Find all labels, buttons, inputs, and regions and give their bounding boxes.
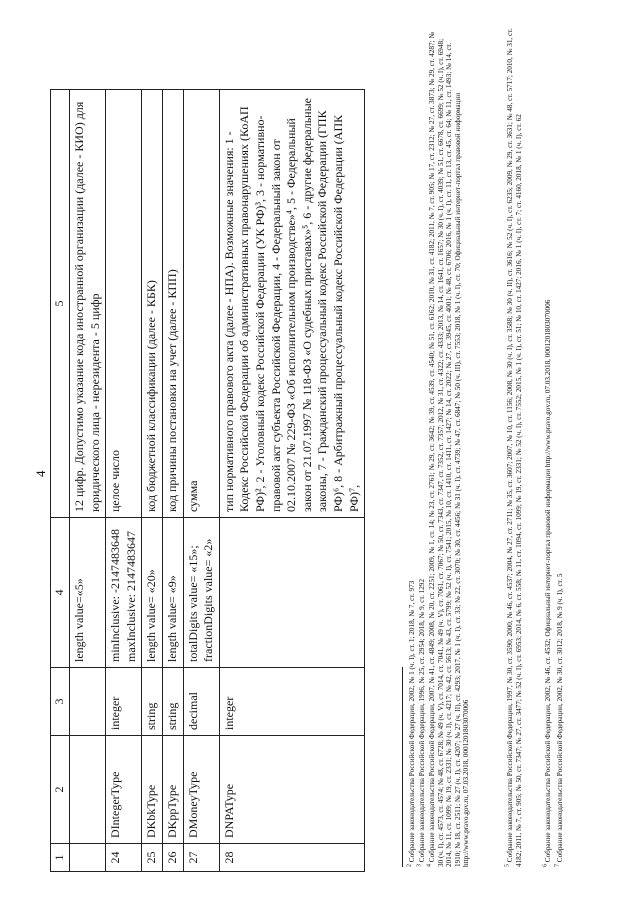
cell-restriction: length value= «20» (142, 518, 163, 668)
cell-base-type: decimal (183, 668, 219, 736)
cell-type-name: DMoneyType (183, 736, 219, 844)
footnote-separator (402, 667, 403, 867)
table-row (219, 90, 364, 872)
cell-number: 25 (142, 844, 163, 872)
footnote-text: Собрание законодательства Российской Федерации, 1996, № 25, ст. 2954; 2018, № 9, ст. 1292 (418, 578, 426, 863)
cell-restriction: length value= «9» (162, 518, 183, 668)
cell-description: код причины постановки на учет (далее - КПП) (162, 90, 183, 518)
document-page (30, 22, 620, 897)
cell-base-type (70, 668, 106, 736)
footnote-mark: 3 (416, 864, 423, 867)
footnote (428, 27, 471, 867)
footnote-text: Собрание законодательства Российской Федерации, 2002, № 46, ст. 4532; Официальный интернет-портал правовой информации http://www.pravo.gov.ru, 07.03.2018, 0001201803070006 (544, 299, 552, 863)
footnote (506, 27, 523, 867)
cell-number: 24 (106, 844, 142, 872)
header-cell: 4 (51, 518, 70, 668)
cell-number: 28 (219, 844, 364, 872)
header-row (51, 90, 70, 872)
header-cell: 2 (51, 736, 70, 844)
table-row (183, 90, 219, 872)
cell-type-name: DKbkType (142, 736, 163, 844)
footnote (408, 27, 417, 867)
footnote-mark: 5 (504, 864, 511, 867)
cell-type-name: DKppType (162, 736, 183, 844)
header-cell: 3 (51, 668, 70, 736)
cell-restriction: totalDigits value= «15»; fractionDigits value= «2» (183, 518, 219, 668)
footnote-mark: 6 (542, 864, 549, 867)
footnote-mark: 7 (554, 864, 561, 867)
cell-description: 12 цифр. Допустимо указание кода иностранной организации (далее - КИО) для юридического лица - нерезидента - 5 цифр (70, 90, 106, 518)
table-row (162, 90, 183, 872)
cell-base-type: string (142, 668, 163, 736)
cell-number: 26 (162, 844, 183, 872)
cell-base-type: integer (106, 668, 142, 736)
cell-description: целое число (106, 90, 142, 518)
table-row (142, 90, 163, 872)
footnote-mark: 2 (406, 864, 413, 867)
cell-description: тип нормативного правового акта (далее - НПА). Возможные значения: 1 - Кодекс Российской Федерации об административных правонарушениях (КоАП РФ)², 2 - Уголовный кодекс Российской Федерации (УК РФ)³, 3 - нормативно-правовой акт субъекта Российской Федерации, 4 - Федеральный закон от 02.10.2007 № 229-ФЗ «Об исполнительном производстве»⁴, 5 - Федеральный закон от 21.07.1997 № 118-ФЗ «О судебных приставах»⁵, 6 - другие федеральные законы, 7 - Гражданский процессуальный кодекс Российской Федерации (ГПК РФ)⁶, 8 - Арбитражный процессуальный кодекс Российской Федерации (АПК РФ)⁷, (219, 90, 364, 518)
header-cell: 5 (51, 90, 70, 518)
page-number: 4 (33, 470, 48, 477)
cell-type-name (70, 736, 106, 844)
cell-number (70, 844, 106, 872)
footnote-text: Собрание законодательства Российской Федерации, 2002, № 1 (ч. I), ст. 1; 2018, № 7, ст. 973 (408, 580, 416, 863)
cell-base-type: integer (219, 668, 364, 736)
rotated-content (30, 22, 620, 897)
cell-restriction: length value=«5» (70, 518, 106, 668)
cell-restriction: minInclusive: -2147483648 maxInclusive: 2147483647 (106, 518, 142, 668)
table-row (106, 90, 142, 872)
footnote (418, 27, 427, 867)
data-types-table (50, 89, 365, 872)
footnote-mark: 4 (426, 864, 433, 867)
header-cell: 1 (51, 844, 70, 872)
cell-type-name: DNPAType (219, 736, 364, 844)
cell-restriction (219, 518, 364, 668)
cell-description: код бюджетной классификации (далее - КБК) (142, 90, 163, 518)
footnote (544, 27, 553, 867)
cell-type-name: DIntegerType (106, 736, 142, 844)
cell-base-type: string (162, 668, 183, 736)
footnote-text: Собрание законодательства Российской Федерации, 1997, № 30, ст. 3590; 2000, № 46, ст. 4537; 2004, № 27, ст. 2711; № 35, ст. 3607; 2007, № 10, ст. 1156; 2008, № 30 (ч. I), ст. 3588; № 30 (ч. II), ст. 3616; № 52 (ч. I), ст. 6235; 2009, № 29, ст. 3631; № 48, ст. 5717; 2010, № 31, ст. 4182; 2011, № 7, ст. 905; № 50, ст. 7347; № 27, ст. 3477; № 52 (ч. I), ст. 6953; 2014, № 6, ст. 558; № 11, ст. 1094, ст. 1099; № 19, ст. 2331; № 52 (ч. I), ст. 7552; 2015, № 1 (ч. I), ст. 51; № 10, ст. 1427; 2016, № 1 (ч. I), ст. 7; ст. 4160, 2018, № 1 (ч. I), ст. 62 (506, 28, 523, 867)
cell-description: сумма (183, 90, 219, 518)
footnote-text: Собрание законодательства Российской Федерации, 2007, № 41, ст. 4849; 2008, № 20, ст. 2251; 2009, № 1, ст. 14; № 23, ст. 2761; № 29, ст. 3642; № 39, ст. 4539, ст. 4540; № 51, ст. 6162; 2010, № 31, ст. 4182; 2011, № 7, ст. 905; № 17, ст. 2312; № 27, ст. 3873; № 29, ст. 4287; № 30 (ч. I), ст. 4573, ст. 4574; № 48, ст. 6728; № 49 (ч. V), ст. 7014, ст. 7041, № 49 (ч. V), ст. 7061, ст. 7067; № 50, ст. 7343, ст. 7347, ст. 7352, ст. 7357; 2012, № 31, ст. 4322; ст. 4333; 2013, № 14, ст. 1641, ст. 1657; № 30 (ч. I), ст. 4039; № 51, ст. 6678, ст. 6699; № 52 (ч. I), ст. 6948; 2014, № 11, ст. 1099; № 19, ст. 2331; № 30 (ч. I), ст. 4217; № 42, ст. 5613; № 43, ст. 5799; № 52 (ч. I), ст. 7541; 2015, № 10, ст. 1410, ст. 1411, ст. 1427; № 14, ст. 2022; № 27, ст. 3945, ст. 4001; № 48, ст. 6706; 2016, № 1 (ч. I), ст. 11, ст. 13, ст. 45, ст. 64; № 11, ст. 1493; № 14, ст. 1910; № 18, ст. 2511; № 27 (ч. I), ст. 4207; № 27 (ч. II), ст. 4293; 2017, № 1 (ч. I), ст. 33; № 22, ст. 3070; № 30, ст. 4456; № 31 (ч. I), ст. 4739; № 47, ст. 6847; № 50 (ч. III), ст. 7553; 2018, № 1 (ч. I), ст. 70; Официальный интернет-портал правовой информации http://www.pravo.gov.ru, 07.03.2018, 0001201803070006 (428, 31, 471, 867)
footnote-text: Собрание законодательства Российской Федерации, 2002, № 30, ст. 3012; 2018, № 9 (ч. I), ст. 5 (556, 573, 564, 863)
footnote (556, 27, 565, 867)
cell-number: 27 (183, 844, 219, 872)
table-row-continuation (70, 90, 106, 872)
